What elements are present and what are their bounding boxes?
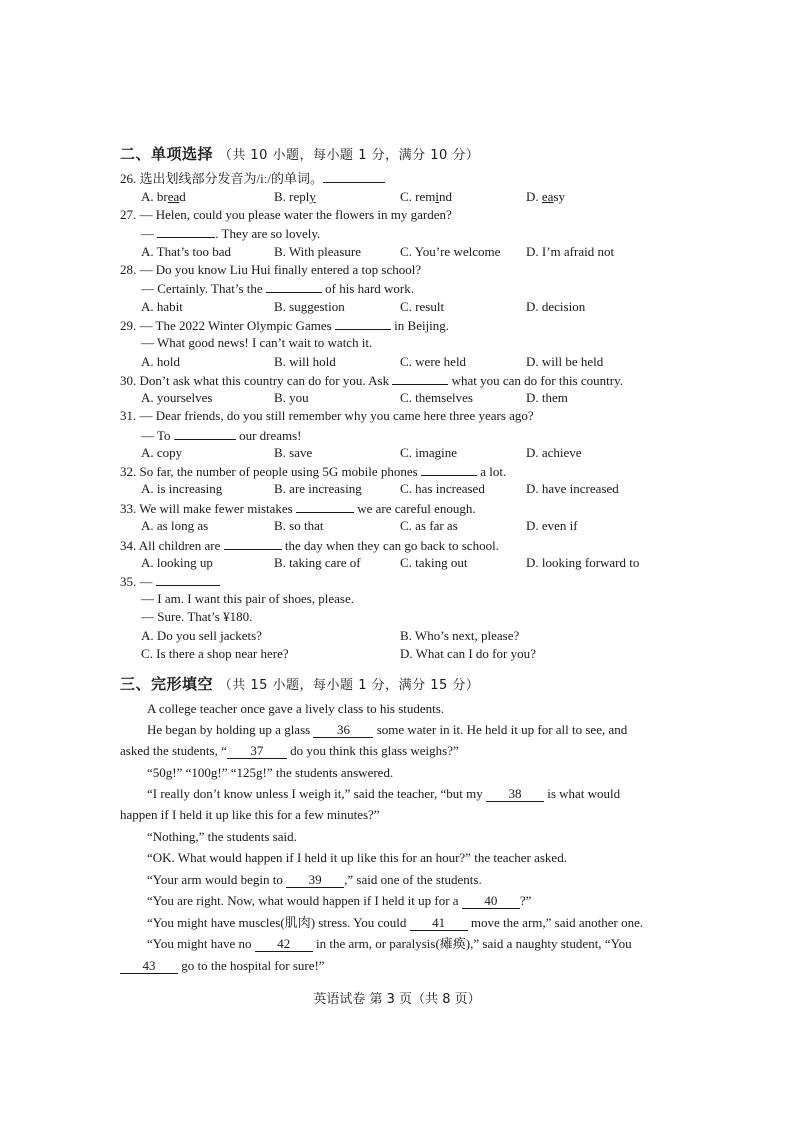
cloze-paragraph-10-cont: [120, 958, 325, 974]
cloze-paragraph-9: [147, 915, 643, 931]
passage-text: in the arm, or paralysis(瘫痪),” said a naughty student, “You: [312, 936, 632, 951]
passage-text: “You might have no: [147, 936, 255, 951]
question-30-stem: [120, 372, 623, 389]
passage-text: He began by holding up a glass: [147, 722, 314, 737]
stem-text: what you can do for this country.: [448, 373, 623, 388]
q26-option-b: [274, 189, 316, 205]
q32-option-c: C. has increased: [400, 481, 485, 496]
q33-option-a: A. as long as: [141, 518, 209, 533]
blank-38: 38: [486, 787, 544, 802]
blank-39: 39: [286, 873, 344, 888]
stem-text: the day when they can go back to school.: [281, 538, 499, 553]
answer-blank: [174, 427, 236, 440]
q30-option-d: D. them: [526, 390, 568, 405]
q28-option-d: D. decision: [526, 299, 586, 314]
q31-option-b: B. save: [274, 445, 313, 460]
opt-text: D.: [526, 189, 542, 204]
q31-option-d: D. achieve: [526, 445, 582, 460]
q35-option-d: D. What can I do for you?: [400, 646, 536, 661]
page-footer: 英语试卷 第 3 页（共 8 页）: [313, 992, 481, 1007]
blank-43: 43: [120, 959, 178, 974]
reply-text: — To: [141, 428, 174, 443]
passage-text: “Your arm would begin to: [147, 872, 287, 887]
underlined-letters: ea: [541, 189, 554, 204]
blank-36: 36: [313, 723, 373, 738]
question-27-stem: 27. — Helen, could you please water the flowers in my garden?: [120, 207, 452, 222]
q27-option-d: D. I’m afraid not: [526, 244, 615, 259]
question-28-reply: [141, 280, 414, 297]
answer-blank: [224, 537, 282, 550]
answer-blank: [157, 225, 215, 238]
question-26-stem: [120, 170, 385, 187]
question-35-stem: [120, 573, 220, 590]
section-subtitle: （共 15 小题，每小题 1 分，满分 15 分）: [218, 678, 480, 693]
stem-text: a lot.: [476, 464, 507, 479]
q29-option-d: D. will be held: [526, 354, 604, 369]
question-31-reply: [141, 427, 302, 444]
opt-text: sy: [553, 189, 565, 204]
question-29-stem: [120, 317, 449, 334]
underlined-letters: y: [309, 189, 316, 204]
reply-text: of his hard work.: [321, 281, 414, 296]
q35-option-a: A. Do you sell jackets?: [141, 628, 262, 643]
cloze-paragraph-6: “OK. What would happen if I held it up like this for an hour?” the teacher asked.: [147, 850, 567, 865]
stem-text: 34. All children are: [120, 538, 224, 553]
q33-option-b: B. so that: [274, 518, 324, 533]
q35-option-b: B. Who’s next, please?: [400, 628, 520, 643]
opt-text: d: [179, 189, 186, 204]
q33-option-c: C. as far as: [400, 518, 458, 533]
passage-text: ?”: [519, 893, 532, 908]
passage-text: “You might have muscles(肌肉) stress. You could: [147, 915, 410, 930]
opt-text: B. repl: [274, 189, 310, 204]
passage-text: “I really don’t know unless I weigh it,” said the teacher, “but my: [147, 786, 486, 801]
stem-text: 30. Don’t ask what this country can do for you. Ask: [120, 373, 393, 388]
answer-blank: [392, 372, 448, 385]
opt-text: A. br: [141, 189, 168, 204]
stem-text: 26. 选出划线部分发音为/iː/的单词。: [120, 171, 323, 186]
cloze-paragraph-4: [147, 786, 620, 802]
underlined-letters: i: [435, 189, 440, 204]
question-33-stem: [120, 500, 476, 517]
question-27-reply: [141, 225, 320, 242]
underlined-letters: ea: [167, 189, 180, 204]
answer-blank: [421, 463, 477, 476]
cloze-paragraph-7: [147, 872, 482, 888]
answer-blank: [266, 280, 322, 293]
section-2-heading: [120, 143, 479, 164]
passage-text: asked the students, “: [120, 743, 227, 758]
question-28-stem: 28. — Do you know Liu Hui finally entered a top school?: [120, 262, 422, 277]
cloze-paragraph-8: [147, 893, 531, 909]
cloze-paragraph-1: A college teacher once gave a lively class to his students.: [147, 701, 445, 716]
stem-text: in Beijing.: [390, 318, 450, 333]
answer-blank: [335, 317, 391, 330]
q31-option-a: A. copy: [141, 445, 183, 460]
blank-40: 40: [462, 894, 520, 909]
opt-text: C. rem: [400, 189, 436, 204]
question-29-reply: — What good news! I can’t wait to watch it.: [141, 335, 373, 350]
stem-text: we are careful enough.: [353, 501, 476, 516]
q35-option-c: C. Is there a shop near here?: [141, 646, 289, 661]
answer-blank: [296, 500, 354, 513]
q32-option-b: B. are increasing: [274, 481, 362, 496]
opt-text: nd: [439, 189, 453, 204]
q33-option-d: D. even if: [526, 518, 578, 533]
reply-text: . They are so lovely.: [215, 226, 321, 241]
cloze-paragraph-5: “Nothing,” the students said.: [147, 829, 297, 844]
q28-option-c: C. result: [400, 299, 445, 314]
cloze-paragraph-2-cont: [120, 743, 459, 759]
passage-text: go to the hospital for sure!”: [178, 958, 325, 973]
reply-text: our dreams!: [235, 428, 302, 443]
q29-option-c: C. were held: [400, 354, 467, 369]
stem-text: 35. —: [120, 574, 156, 589]
q26-option-c: [400, 189, 452, 205]
question-35-reply-2: — Sure. That’s ¥180.: [141, 609, 253, 624]
stem-text: 29. — The 2022 Winter Olympic Games: [120, 318, 335, 333]
stem-text: 33. We will make fewer mistakes: [120, 501, 296, 516]
q29-option-a: A. hold: [141, 354, 180, 369]
q26-option-d: [526, 189, 565, 205]
stem-text: 32. So far, the number of people using 5G mobile phones: [120, 464, 421, 479]
q34-option-c: C. taking out: [400, 555, 468, 570]
section-title: 二、单项选择: [120, 145, 214, 163]
q26-option-a: [141, 189, 186, 205]
cloze-paragraph-4-cont: happen if I held it up like this for a few minutes?”: [120, 807, 380, 822]
blank-41: 41: [410, 916, 468, 931]
q30-option-b: B. you: [274, 390, 309, 405]
reply-text: —: [141, 226, 158, 241]
cloze-paragraph-2: [147, 722, 627, 738]
q27-option-c: C. You’re welcome: [400, 244, 501, 259]
section-subtitle: （共 10 小题，每小题 1 分，满分 10 分）: [218, 148, 480, 163]
question-35-reply-1: — I am. I want this pair of shoes, please.: [141, 591, 355, 606]
q28-option-b: B. suggestion: [274, 299, 345, 314]
q30-option-c: C. themselves: [400, 390, 473, 405]
passage-text: is what would: [543, 786, 621, 801]
answer-blank: [323, 170, 385, 183]
question-31-stem: 31. — Dear friends, do you still remember why you came here three years ago?: [120, 408, 534, 423]
question-34-stem: [120, 537, 499, 554]
passage-text: “You are right. Now, what would happen if I held it up for a: [147, 893, 462, 908]
q34-option-d: D. looking forward to: [526, 555, 640, 570]
q27-option-b: B. With pleasure: [274, 244, 361, 259]
q34-option-a: A. looking up: [141, 555, 213, 570]
answer-blank: [156, 573, 220, 586]
section-title: 三、完形填空: [120, 675, 214, 693]
q30-option-a: A. yourselves: [141, 390, 213, 405]
q29-option-b: B. will hold: [274, 354, 336, 369]
q34-option-b: B. taking care of: [274, 555, 361, 570]
section-3-heading: [120, 673, 479, 694]
blank-42: 42: [255, 937, 313, 952]
passage-text: do you think this glass weighs?”: [286, 743, 459, 758]
passage-text: ,” said one of the students.: [344, 872, 482, 887]
blank-37: 37: [227, 744, 287, 759]
passage-text: move the arm,” said another one.: [467, 915, 644, 930]
question-32-stem: [120, 463, 506, 480]
q27-option-a: A. That’s too bad: [141, 244, 232, 259]
q28-option-a: A. habit: [141, 299, 183, 314]
reply-text: — Certainly. That’s the: [141, 281, 266, 296]
cloze-paragraph-3: “50g!” “100g!” “125g!” the students answered.: [147, 765, 394, 780]
q32-option-a: A. is increasing: [141, 481, 223, 496]
q31-option-c: C. imagine: [400, 445, 458, 460]
passage-text: some water in it. He held it up for all to see, and: [373, 722, 628, 737]
q32-option-d: D. have increased: [526, 481, 619, 496]
cloze-paragraph-10: [147, 936, 632, 952]
